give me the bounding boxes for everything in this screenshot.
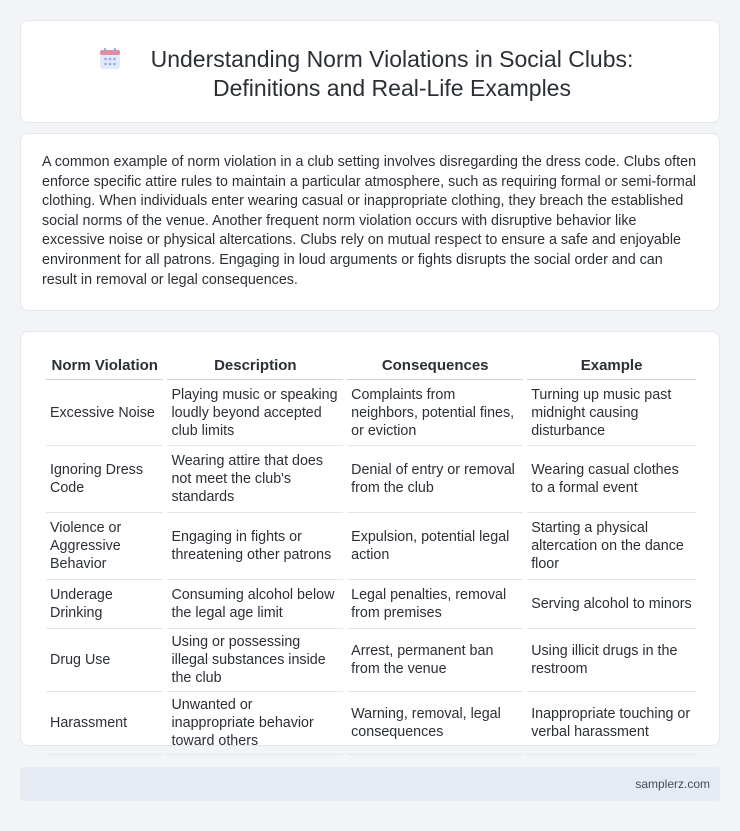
cell-consequences: Complaints from neighbors, potential fines, or eviction xyxy=(347,380,523,446)
intro-card xyxy=(20,133,720,311)
cell-example: Using illicit drugs in the restroom xyxy=(527,629,696,692)
cell-consequences: Arrest, permanent ban from the venue xyxy=(347,629,523,692)
cell-consequences: Denial of entry or removal from the club xyxy=(347,446,523,513)
cell-example: Starting a physical altercation on the dance floor xyxy=(527,513,696,580)
cell-norm-violation: Underage Drinking xyxy=(46,580,163,629)
footer-site-link[interactable]: samplerz.com xyxy=(635,777,710,791)
table-row xyxy=(46,446,696,513)
cell-description: Using or possessing illegal substances inside the club xyxy=(167,629,343,692)
table-row xyxy=(46,692,696,755)
table-row xyxy=(46,629,696,692)
cell-description: Wearing attire that does not meet the club's standards xyxy=(167,446,343,513)
header-consequences: Consequences xyxy=(347,352,523,380)
cell-norm-violation: Harassment xyxy=(46,692,163,755)
cell-example: Inappropriate touching or verbal harassment xyxy=(527,692,696,755)
intro-paragraph: A common example of norm violation in a club setting involves disregarding the dress code. Clubs often enforce specific attire rules to maintain a particular atmosphere, such as requiring formal or semi-formal clothing. When individuals enter wearing casual or inappropriate clothing, they breach the established social norms of the venue. Another frequent norm violation occurs with disruptive behavior like excessive noise or physical altercations. Clubs rely on mutual respect to ensure a safe and enjoyable environment for all patrons. Engaging in loud arguments or fights disrupts the social order and can result in removal or legal consequences. xyxy=(42,154,697,288)
cell-consequences: Expulsion, potential legal action xyxy=(347,513,523,580)
header-example: Example xyxy=(527,352,696,380)
cell-norm-violation: Violence or Aggressive Behavior xyxy=(46,513,163,580)
cell-example: Wearing casual clothes to a formal event xyxy=(527,446,696,513)
cell-description: Consuming alcohol below the legal age limit xyxy=(167,580,343,629)
table-row xyxy=(46,380,696,446)
cell-norm-violation: Ignoring Dress Code xyxy=(46,446,163,513)
table-row xyxy=(46,580,696,629)
table-header-row xyxy=(46,352,696,380)
page-title: Understanding Norm Violations in Social Clubs: Definitions and Real-Life Examples xyxy=(150,46,634,101)
title-card xyxy=(20,20,720,123)
cell-norm-violation: Excessive Noise xyxy=(46,380,163,446)
table-row xyxy=(46,513,696,580)
cell-consequences: Legal penalties, removal from premises xyxy=(347,580,523,629)
cell-description: Engaging in fights or threatening other patrons xyxy=(167,513,343,580)
cell-description: Unwanted or inappropriate behavior toward others xyxy=(167,692,343,755)
cell-consequences: Warning, removal, legal consequences xyxy=(347,692,523,755)
cell-example: Turning up music past midnight causing disturbance xyxy=(527,380,696,446)
cell-example: Serving alcohol to minors xyxy=(527,580,696,629)
cell-norm-violation: Drug Use xyxy=(46,629,163,692)
header-description: Description xyxy=(167,352,343,380)
table-card xyxy=(20,331,720,749)
header-norm-violation: Norm Violation xyxy=(46,352,163,380)
footer xyxy=(20,767,720,801)
norm-violations-table xyxy=(42,352,700,755)
cell-description: Playing music or speaking loudly beyond accepted club limits xyxy=(167,380,343,446)
